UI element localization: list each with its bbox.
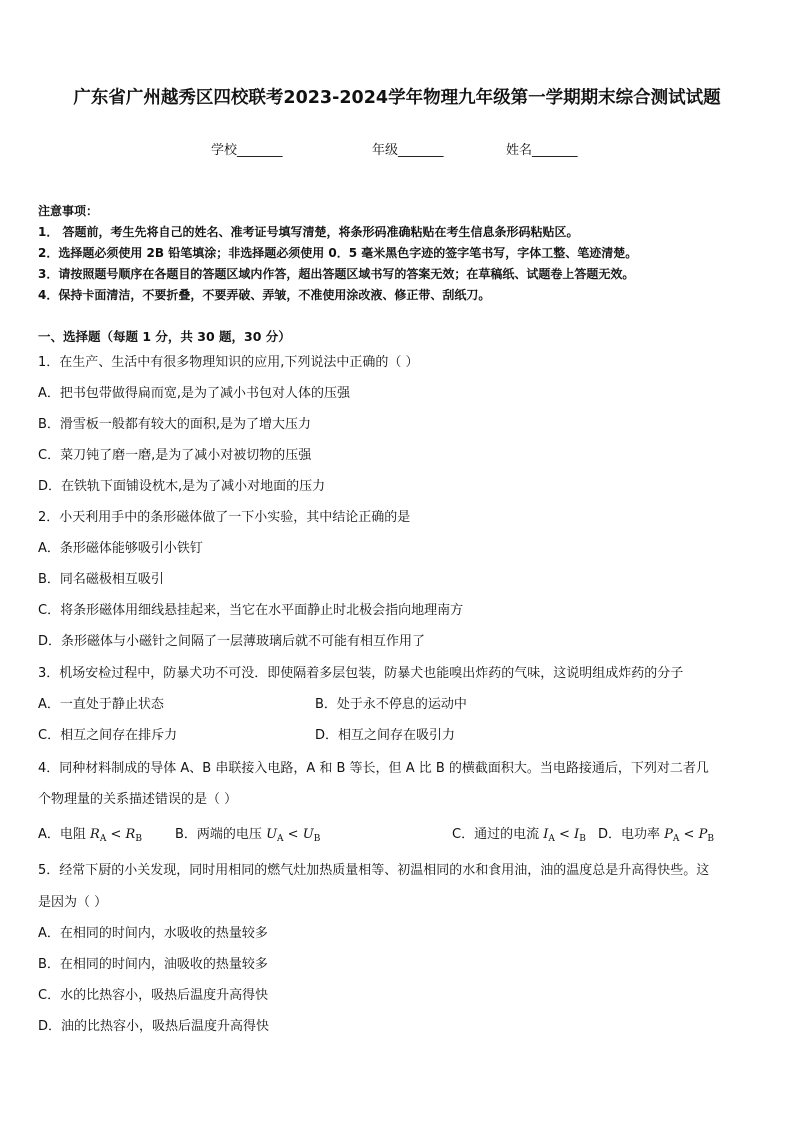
notice-heading: 注意事项：: [38, 204, 99, 218]
subscript: A: [277, 834, 284, 844]
question-4-option-c: [452, 826, 586, 848]
less-than-sign: <: [559, 827, 570, 842]
option-b-prefix: B．两端的电压: [175, 827, 262, 842]
current-symbol: I: [574, 827, 580, 842]
option-d-prefix: D．电功率: [598, 827, 661, 842]
less-than-sign: <: [683, 827, 695, 842]
option-a-prefix: A．电阻: [38, 827, 86, 842]
question-4-stem-line-2: 个物理量的关系描述错误的是（ ）: [38, 792, 238, 807]
name-field: 姓名_______: [506, 143, 578, 158]
resistance-symbol: R: [125, 827, 136, 842]
question-5-option-b: B．在相同的时间内，油吸收的热量较多: [38, 957, 268, 972]
question-1-option-c: C．菜刀钝了磨一磨,是为了减小对被切物的压强: [38, 448, 312, 463]
notice-item: 4．保持卡面清洁，不要折叠，不要弄破、弄皱，不准使用涂改液、修正带、刮纸刀。: [38, 288, 491, 302]
voltage-symbol: U: [266, 827, 278, 842]
question-5-option-d: D．油的比热容小，吸热后温度升高得快: [38, 1019, 270, 1034]
question-1-option-a: A．把书包带做得扁而宽,是为了减小书包对人体的压强: [38, 386, 351, 401]
question-2-stem: 2．小天利用手中的条形磁体做了一下小实验，其中结论正确的是: [38, 510, 411, 525]
question-1-stem: 1．在生产、生活中有很多物理知识的应用,下列说法中正确的（ ）: [38, 355, 419, 370]
school-field: 学校_______: [211, 143, 283, 158]
notice-item: 3．请按照题号顺序在各题目的答题区域内作答，超出答题区域书写的答案无效；在草稿纸、试题卷上答题无效。: [38, 267, 635, 281]
subscript: A: [672, 834, 680, 844]
subscript: B: [313, 834, 321, 844]
question-5-stem-line-2: 是因为（ ）: [38, 895, 108, 910]
subscript: B: [579, 834, 586, 844]
question-4-stem-line-1: 4．同种材料制成的导体 A、B 串联接入电路，A 和 B 等长，但 A 比 B 的横截面积大。当电路接通后，下列对二者几: [38, 761, 709, 776]
question-1-option-b: B．滑雪板一般都有较大的面积,是为了增大压力: [38, 417, 312, 432]
page-title: 广东省广州越秀区四校联考2023-2024学年物理九年级第一学期期末综合测试试题: [73, 88, 721, 108]
question-4-option-d: [598, 826, 714, 848]
question-2-option-d: D．条形磁体与小磁针之间隔了一层薄玻璃后就不可能有相互作用了: [38, 634, 426, 649]
question-5-option-a: A．在相同的时间内，水吸收的热量较多: [38, 926, 268, 941]
current-symbol: I: [543, 827, 549, 842]
question-4-option-a: [38, 826, 142, 848]
resistance-symbol: R: [90, 827, 100, 842]
notice-item: 1． 答题前，考生先将自己的姓名、准考证号填写清楚，将条形码准确粘贴在考生信息条形码粘贴区。: [38, 225, 579, 239]
question-5-stem-line-1: 5．经常下厨的小关发现，同时用相同的燃气灶加热质量相等、初温相同的水和食用油，油的温度总是升高得快些。这: [38, 863, 710, 878]
less-than-sign: <: [110, 827, 122, 842]
power-symbol: P: [698, 827, 708, 842]
power-symbol: P: [664, 827, 673, 842]
subscript: B: [707, 834, 714, 844]
question-2-option-b: B．同名磁极相互吸引: [38, 572, 164, 587]
question-3-option-c: C．相互之间存在排斥力: [38, 728, 178, 743]
question-2-option-a: A．条形磁体能够吸引小铁钉: [38, 541, 203, 556]
question-1-option-d: D．在铁轨下面铺设枕木,是为了减小对地面的压力: [38, 479, 326, 494]
less-than-sign: <: [287, 827, 299, 842]
question-5-option-c: C．水的比热容小，吸热后温度升高得快: [38, 988, 269, 1003]
subscript: B: [135, 834, 142, 844]
grade-field: 年级_______: [372, 143, 444, 158]
question-3-option-a: A．一直处于静止状态: [38, 697, 164, 712]
question-3-stem: 3．机场安检过程中，防暴犬功不可没．即使隔着多层包装，防暴犬也能嗅出炸药的气味，这说明组成炸药的分子: [38, 666, 684, 681]
question-4-option-b: [175, 826, 320, 848]
option-c-prefix: C．通过的电流: [452, 827, 540, 842]
subscript: A: [99, 834, 107, 844]
question-2-option-c: C．将条形磁体用细线悬挂起来，当它在水平面静止时北极会指向地理南方: [38, 603, 464, 618]
voltage-symbol: U: [302, 827, 314, 842]
section-heading: 一、选择题（每题 1 分，共 30 题，30 分）: [38, 329, 291, 344]
notice-item: 2．选择题必须使用 2B 铅笔填涂；非选择题必须使用 0．5 毫米黑色字迹的签字笔书写，字体工整、笔迹清楚。: [38, 246, 638, 260]
question-3-option-b: B．处于永不停息的运动中: [315, 697, 467, 712]
subscript: A: [548, 834, 555, 844]
question-3-option-d: D．相互之间存在吸引力: [315, 728, 456, 743]
